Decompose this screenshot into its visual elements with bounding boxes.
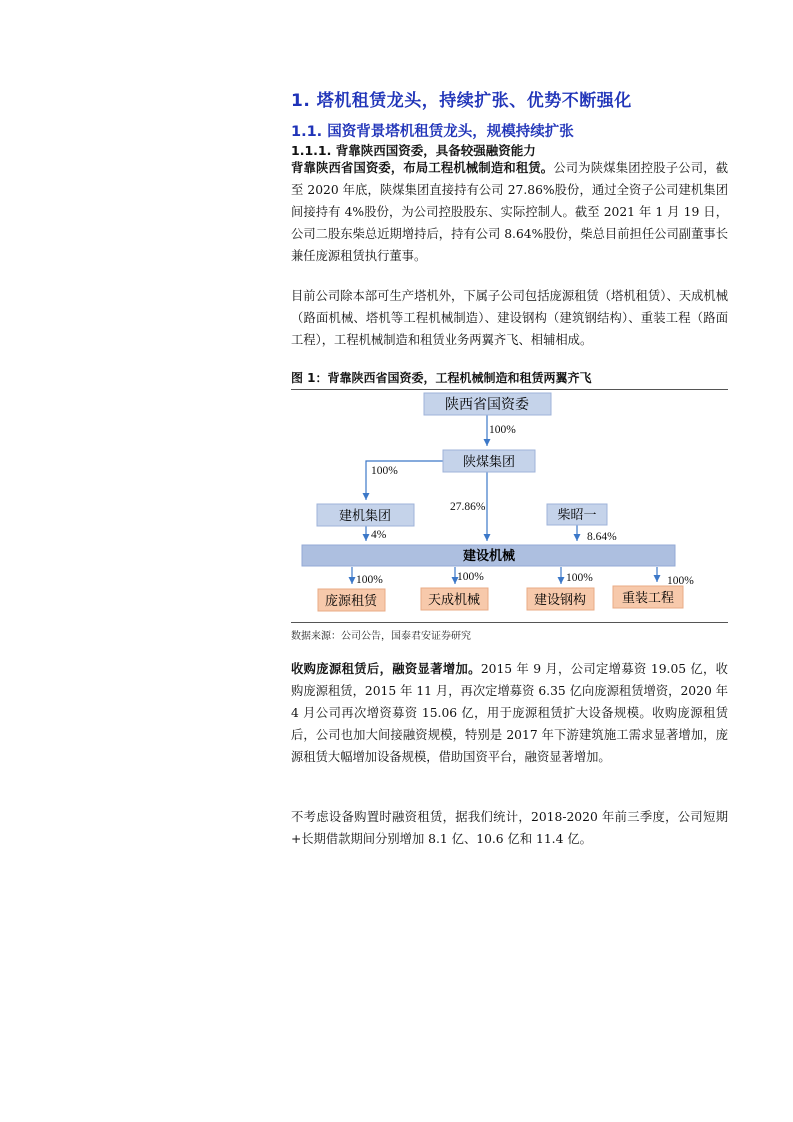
node-company: 建设机械 [462, 548, 516, 563]
paragraph-1-body: 公司为陕煤集团控股子公司，截至 2020 年底，陕煤集团直接持有公司 27.86%股份，通过全资子公司建机集团间接持有 4%股份，为公司控股股东、实际控制人。截至 2021 年 1 月 19 日，公司二股东柴总近期增持后，持有公司 8.64%股份，柴总目前担任公司副董事长兼任庞源租赁执行董事。 [291, 161, 728, 263]
paragraph-3-body: 2015 年 9 月，公司定增募资 19.05 亿，收购庞源租赁，2015 年 11 月，再次定增募资 6.35 亿向庞源租赁增资，2020 年 4 月公司再次增资募资 15.06 亿，用于庞源租赁扩大设备规模。收购庞源租赁后，公司也加大间接融资规模，特别是 2017 年下游建筑施工需求显著增加，庞源租赁大幅增加设备规模，借助国资平台，融资显著增加。 [291, 662, 728, 764]
label-sasac-shaanmei: 100% [489, 424, 516, 436]
node-chai: 柴昭一 [557, 507, 597, 522]
node-sasac: 陕西省国资委 [445, 396, 529, 412]
label-shaanmei-company: 27.86% [450, 501, 486, 513]
node-gangou: 建设钢构 [533, 592, 587, 607]
section-heading-3: 1.1.1. 背靠陕西国资委，具备较强融资能力 [291, 143, 536, 158]
paragraph-3-lead: 收购庞源租赁后，融资显著增加。 [291, 662, 481, 676]
figure-title: 图 1：背靠陕西省国资委，工程机械制造和租赁两翼齐飞 [291, 369, 728, 390]
paragraph-1-lead: 背靠陕西省国资委，布局工程机械制造和租赁。 [291, 161, 554, 175]
paragraph-1 [291, 157, 728, 267]
paragraph-2: 目前公司除本部可生产塔机外，下属子公司包括庞源租赁（塔机租赁）、天成机械（路面机械、塔机等工程机械制造）、建设钢构（建筑钢结构）、重装工程（路面工程），工程机械制造和租赁业务两翼齐飞、相辅相成。 [291, 289, 728, 347]
label-chai-company: 8.64% [587, 531, 617, 543]
node-pangyuan: 庞源租赁 [324, 593, 378, 608]
node-zhongzhuang: 重装工程 [621, 590, 675, 605]
paragraph-4: 不考虑设备购置时融资租赁，据我们统计，2018-2020 年前三季度，公司短期+长期借款期间分别增加 8.1 亿、10.6 亿和 11.4 亿。 [291, 810, 728, 846]
label-company-zhongzhuang: 100% [667, 575, 694, 587]
paragraph-3 [291, 658, 728, 768]
node-jianji: 建机集团 [338, 508, 392, 523]
section-heading-1: 1. 塔机租赁龙头，持续扩张、优势不断强化 [291, 91, 632, 111]
label-shaanmei-jianji: 100% [371, 465, 398, 477]
label-company-pangyuan: 100% [356, 574, 383, 586]
label-jianji-company: 4% [371, 529, 387, 541]
node-tiancheng: 天成机械 [427, 592, 481, 607]
node-shaanmei: 陕煤集团 [462, 454, 516, 469]
label-company-tiancheng: 100% [457, 571, 484, 583]
ownership-diagram [291, 388, 728, 620]
figure-source: 数据来源：公司公告，国泰君安证券研究 [291, 622, 728, 642]
label-company-gangou: 100% [566, 572, 593, 584]
section-heading-2: 1.1. 国资背景塔机租赁龙头，规模持续扩张 [291, 124, 574, 140]
